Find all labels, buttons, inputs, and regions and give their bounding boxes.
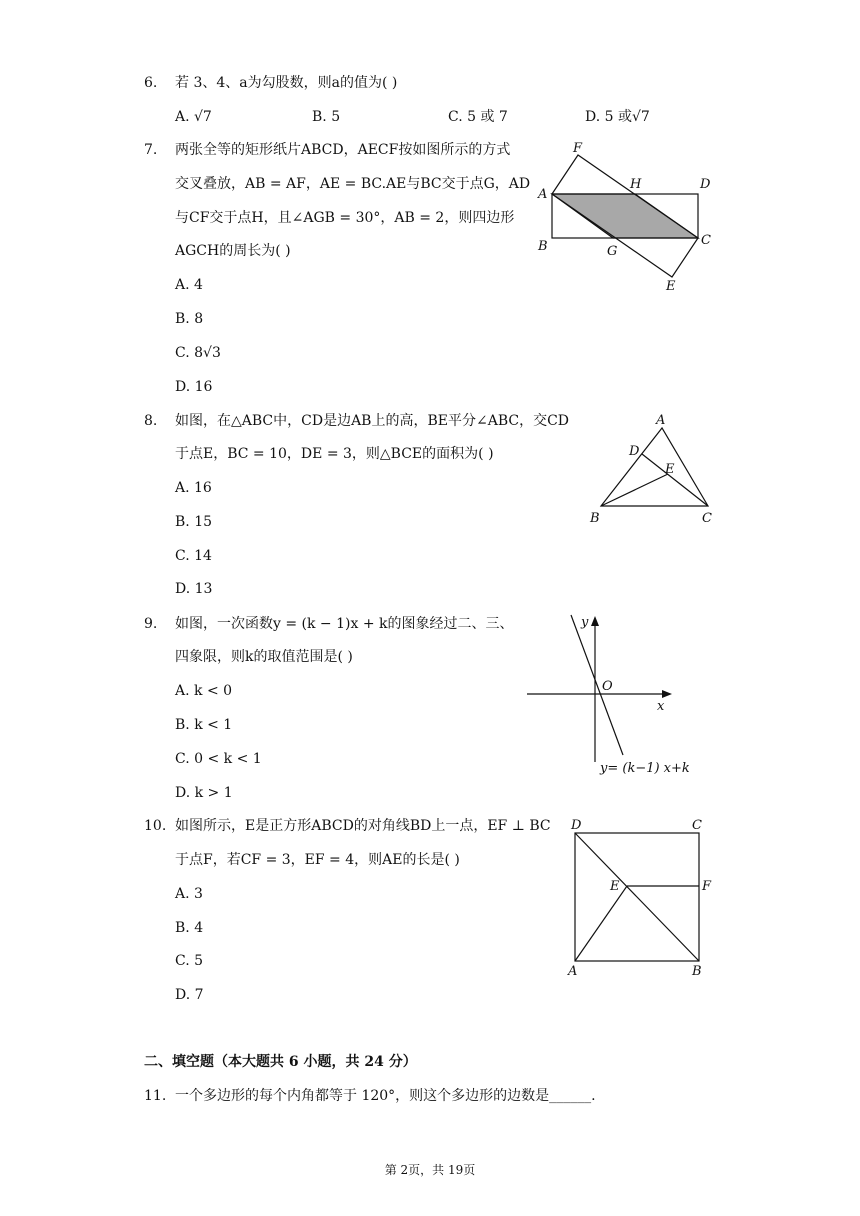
q7-label-c: C: [701, 233, 711, 248]
q8-label-c: C: [702, 511, 712, 526]
q7-shaded-region: [552, 194, 698, 238]
q10-option-b: B. 4: [175, 920, 204, 936]
q6-option-a: A. √7: [175, 109, 212, 125]
q9-line-1: 如图，一次函数y = (k − 1)x + k的图象经过二、三、: [175, 616, 514, 632]
q10-option-c: C. 5: [175, 953, 204, 969]
q10-label-b: B: [692, 964, 702, 979]
q10-option-a: A. 3: [175, 886, 203, 902]
q7-line-3: 与CF交于点H，且∠AGB = 30°，AB = 2，则四边形: [175, 210, 515, 226]
q7-option-c: C. 8√3: [175, 345, 221, 361]
q10-figure: [565, 815, 715, 980]
q8-line-2: 于点E，BC = 10，DE = 3，则△BCE的面积为( ): [175, 446, 494, 462]
q6-option-d: D. 5 或√7: [585, 109, 650, 125]
q8-label-b: B: [590, 511, 600, 526]
q6-option-b: B. 5: [312, 109, 341, 125]
q10-diagonal-bd: [575, 833, 699, 961]
q7-line-1: 两张全等的矩形纸片ABCD，AECF按如图所示的方式: [175, 142, 511, 158]
q9-label-y: y: [581, 615, 589, 630]
q9-option-c: C. 0 < k < 1: [175, 751, 262, 767]
q7-option-d: D. 16: [175, 379, 213, 395]
q7-option-a: A. 4: [175, 277, 203, 293]
q8-label-e: E: [665, 462, 675, 477]
q9-option-b: B. k < 1: [175, 717, 233, 733]
q8-bisector-be: [601, 474, 668, 506]
q10-label-a: A: [568, 964, 578, 979]
q10-label-e: E: [610, 879, 620, 894]
q7-label-f: F: [573, 141, 583, 156]
q6-stem: 若 3、4、a为勾股数，则a的值为( ): [175, 75, 398, 91]
page-footer: 第 2页，共 19页: [384, 1163, 476, 1177]
q7-label-e: E: [666, 279, 676, 294]
q10-line-2: 于点F，若CF = 3，EF = 4，则AE的长是( ): [175, 852, 460, 868]
q9-label-x: x: [657, 699, 665, 714]
q10-number: 10.: [144, 818, 167, 834]
q9-line-label: y= (k−1) x+k: [600, 761, 690, 776]
q7-label-g: G: [607, 244, 618, 259]
q7-figure: [530, 140, 720, 295]
q9-function-line: [571, 615, 623, 755]
q10-line-1: 如图所示，E是正方形ABCD的对角线BD上一点，EF ⊥ BC: [175, 818, 551, 834]
q6-number: 6.: [144, 75, 158, 91]
q7-line-2: 交叉叠放，AB = AF，AE = BC.AE与BC交于点G，AD: [175, 176, 531, 192]
q8-line-1: 如图，在△ABC中，CD是边AB上的高，BE平分∠ABC，交CD: [175, 413, 570, 429]
q7-label-b: B: [538, 239, 548, 254]
section-2-title: 二、填空题（本大题共 6 小题，共 24 分）: [144, 1054, 417, 1070]
q11-stem: 一个多边形的每个内角都等于 120°，则这个多边形的边数是______.: [175, 1088, 596, 1104]
q8-label-d: D: [629, 444, 640, 459]
q8-number: 8.: [144, 413, 158, 429]
q7-number: 7.: [144, 142, 158, 158]
q10-option-d: D. 7: [175, 987, 204, 1003]
q9-y-axis-arrow: [591, 616, 599, 626]
q8-option-a: A. 16: [175, 480, 212, 496]
q9-figure: [522, 612, 727, 782]
q7-label-h: H: [630, 177, 642, 192]
q6-option-c: C. 5 或 7: [448, 109, 508, 125]
q10-segment-ae: [575, 886, 627, 961]
q9-x-axis-arrow: [662, 690, 672, 698]
q10-label-d: D: [571, 818, 582, 833]
q9-label-o: O: [602, 679, 613, 694]
q8-figure: [585, 410, 720, 528]
q7-label-a: A: [538, 187, 548, 202]
q8-triangle-abc: [601, 428, 708, 506]
q8-option-d: D. 13: [175, 581, 213, 597]
q8-option-b: B. 15: [175, 514, 213, 530]
q9-line-2: 四象限，则k的取值范围是( ): [175, 649, 353, 665]
q8-altitude-cd: [642, 454, 708, 506]
q10-label-f: F: [702, 879, 712, 894]
q7-option-b: B. 8: [175, 311, 204, 327]
q8-option-c: C. 14: [175, 548, 212, 564]
q9-option-a: A. k < 0: [175, 683, 233, 699]
q11-number: 11.: [144, 1088, 167, 1104]
q7-line-4: AGCH的周长为( ): [175, 243, 291, 259]
q7-label-d: D: [700, 177, 711, 192]
q8-label-a: A: [656, 413, 666, 428]
q9-option-d: D. k > 1: [175, 785, 233, 801]
q9-number: 9.: [144, 616, 158, 632]
q10-label-c: C: [692, 818, 702, 833]
